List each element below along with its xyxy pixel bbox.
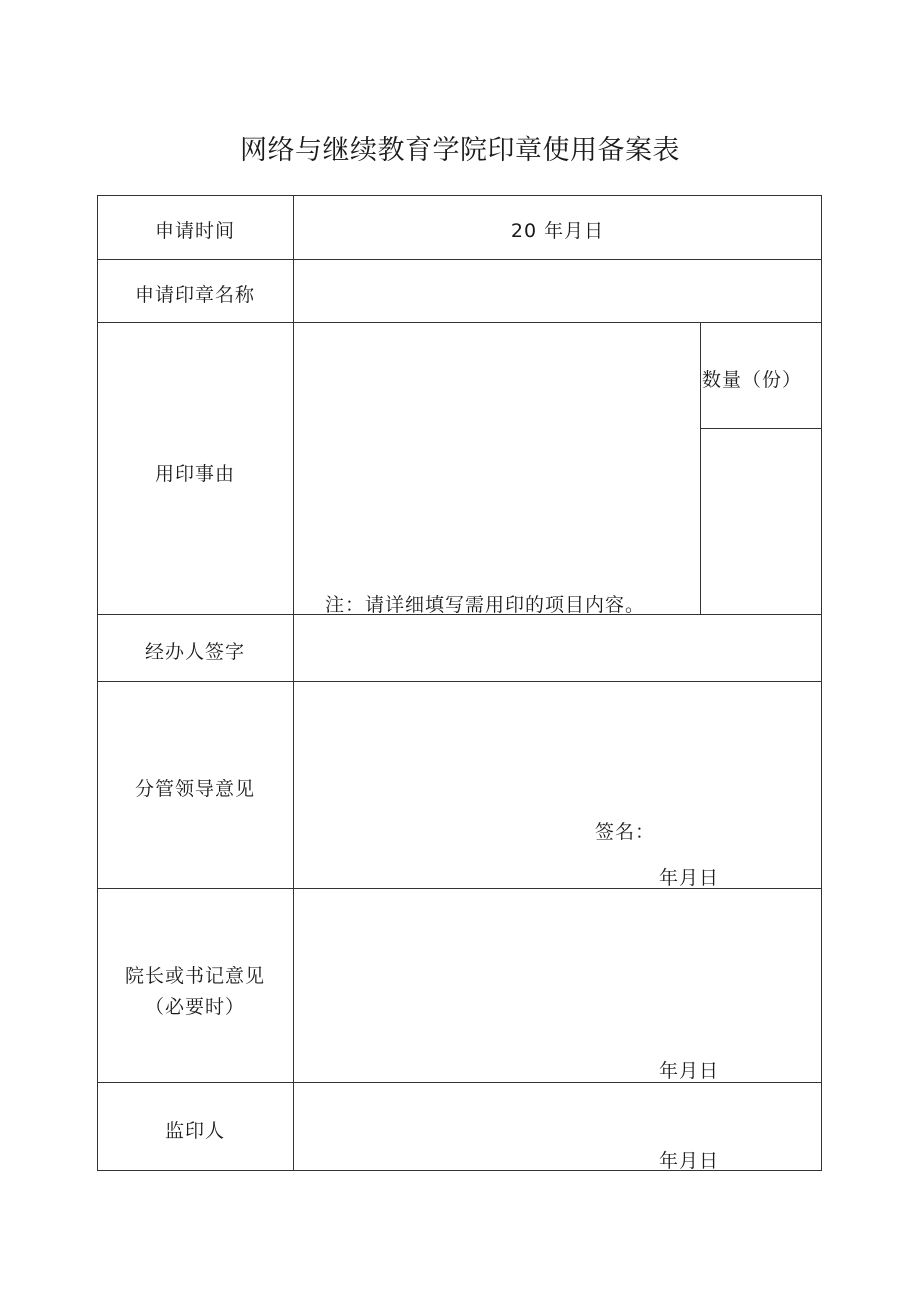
dean-opinion-sublabel: （必要时） (144, 996, 245, 1018)
seal-name-label: 申请印章名称 (134, 284, 255, 306)
record-table (97, 195, 822, 1171)
quantity-column-divider (700, 322, 701, 614)
dean-date: 年月日 (659, 1060, 720, 1082)
quantity-field[interactable] (705, 500, 815, 524)
leader-date: 年月日 (659, 867, 720, 889)
quantity-label: 数量（份） (702, 369, 803, 391)
apply-time-value[interactable]: 20 年月日 (510, 220, 605, 242)
reason-label: 用印事由 (154, 463, 235, 485)
seal-name-field[interactable] (300, 280, 815, 304)
dean-opinion-label: 院长或书记意见 (124, 965, 265, 987)
supervisor-label: 监印人 (164, 1120, 225, 1142)
row-divider (97, 259, 822, 260)
leader-opinion-label: 分管领导意见 (134, 778, 255, 800)
row-divider (97, 322, 822, 323)
leader-sign-label: 签名： (595, 821, 656, 843)
row-divider (97, 681, 822, 682)
label-column-divider (293, 195, 294, 1171)
supervisor-date: 年月日 (659, 1150, 720, 1172)
reason-note: 注：请详细填写需用印的项目内容。 (325, 594, 646, 616)
apply-time-label: 申请时间 (154, 220, 235, 242)
handler-signature-label: 经办人签字 (144, 641, 245, 663)
page-title: 网络与继续教育学院印章使用备案表 (240, 135, 680, 166)
handler-signature-field[interactable] (300, 637, 815, 661)
quantity-divider (700, 428, 822, 429)
